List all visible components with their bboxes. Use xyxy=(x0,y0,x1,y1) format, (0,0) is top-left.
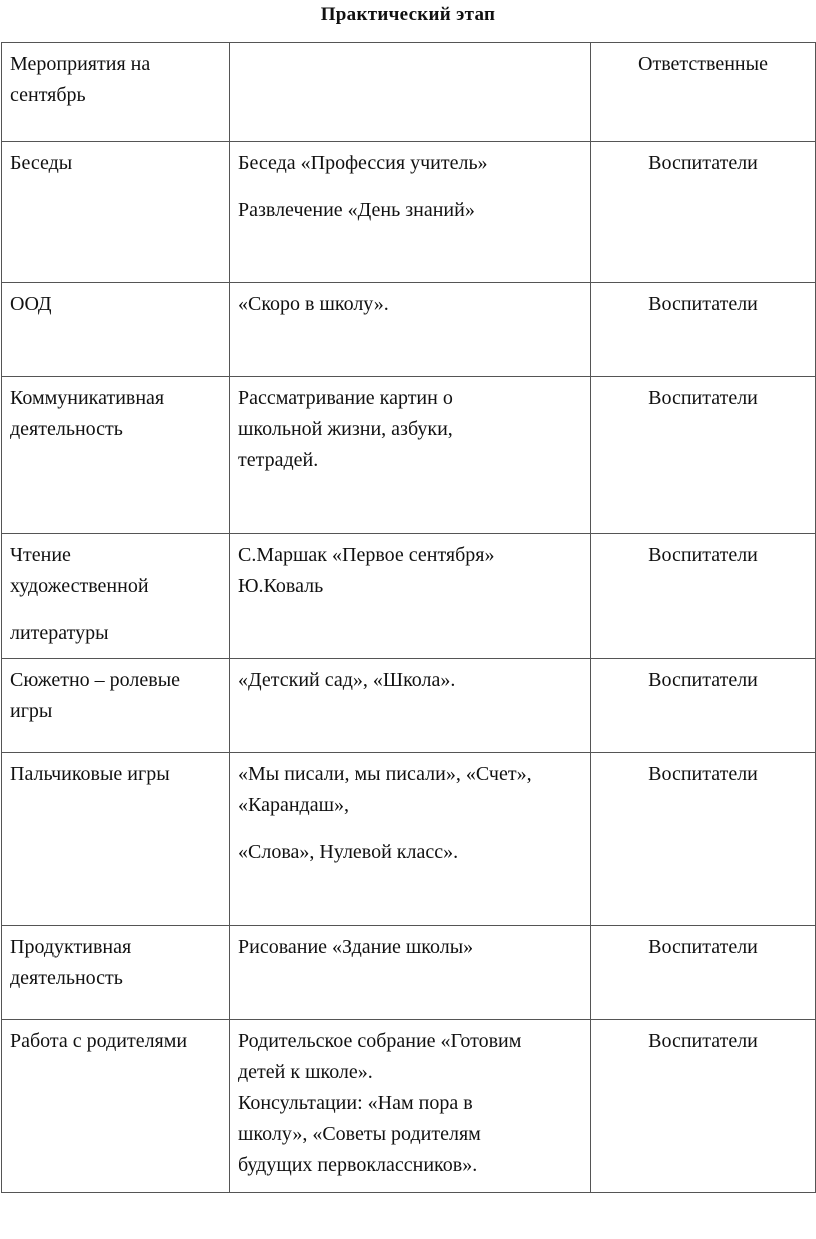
responsible-label: Воспитатели xyxy=(648,1030,758,1052)
category-label: Сюжетно – ролевые xyxy=(10,669,181,691)
category-label: Беседы xyxy=(10,152,73,174)
category-cell xyxy=(2,534,230,659)
table-row xyxy=(2,1020,816,1193)
activity-line: Консультации: «Нам пора в xyxy=(238,1092,473,1114)
activity-line: Рисование «Здание школы» xyxy=(238,936,474,958)
category-label: литературы xyxy=(10,622,109,644)
category-label: игры xyxy=(10,700,53,722)
header-responsible-label: Ответственные xyxy=(638,53,768,75)
activity-line: школьной жизни, азбуки, xyxy=(238,418,453,440)
responsible-label: Воспитатели xyxy=(648,763,758,785)
responsible-cell xyxy=(591,753,816,926)
activity-line: Ю.Коваль xyxy=(238,575,324,597)
responsible-label: Воспитатели xyxy=(648,669,758,691)
header-cell-responsible xyxy=(591,43,816,142)
activity-line: детей к школе». xyxy=(238,1061,373,1083)
activity-cell xyxy=(230,1020,591,1193)
header-cell-empty xyxy=(230,43,591,142)
activity-line: С.Маршак «Первое сентября» xyxy=(238,544,495,566)
category-cell xyxy=(2,377,230,534)
responsible-label: Воспитатели xyxy=(648,936,758,958)
activity-cell xyxy=(230,753,591,926)
header-events-line: сентябрь xyxy=(10,84,86,106)
category-label: художественной xyxy=(10,575,149,597)
header-cell-events xyxy=(2,43,230,142)
table-row xyxy=(2,534,816,659)
table-row xyxy=(2,142,816,283)
activities-table xyxy=(1,42,816,1193)
responsible-cell xyxy=(591,659,816,753)
category-cell xyxy=(2,753,230,926)
category-cell xyxy=(2,142,230,283)
activity-line: школу», «Советы родителям xyxy=(238,1123,481,1145)
activity-line: «Слова», Нулевой класс». xyxy=(238,841,459,863)
table-row xyxy=(2,283,816,377)
responsible-cell xyxy=(591,926,816,1020)
responsible-cell xyxy=(591,534,816,659)
table-header-row xyxy=(2,43,816,142)
activity-line: Развлечение «День знаний» xyxy=(238,199,475,221)
category-cell xyxy=(2,926,230,1020)
responsible-label: Воспитатели xyxy=(648,152,758,174)
activity-cell xyxy=(230,926,591,1020)
activity-line: «Скоро в школу». xyxy=(238,293,389,315)
activity-line: «Мы писали, мы писали», «Счет», xyxy=(238,763,532,785)
activity-line: «Карандаш», xyxy=(238,794,349,816)
responsible-label: Воспитатели xyxy=(648,293,758,315)
table-row xyxy=(2,753,816,926)
category-label: Пальчиковые игры xyxy=(10,763,170,785)
category-cell xyxy=(2,1020,230,1193)
activity-line: Рассматривание картин о xyxy=(238,387,453,409)
responsible-label: Воспитатели xyxy=(648,387,758,409)
activity-cell xyxy=(230,534,591,659)
responsible-cell xyxy=(591,1020,816,1193)
header-events-line: Мероприятия на xyxy=(10,53,151,75)
responsible-cell xyxy=(591,283,816,377)
category-label: Работа с родителями xyxy=(10,1030,188,1052)
table-row xyxy=(2,926,816,1020)
page-title: Практический этап xyxy=(320,4,496,25)
activity-cell xyxy=(230,377,591,534)
category-label: Продуктивная xyxy=(10,936,132,958)
activity-line: будущих первоклассников». xyxy=(238,1154,478,1176)
activity-cell xyxy=(230,659,591,753)
activity-line: «Детский сад», «Школа». xyxy=(238,669,456,691)
responsible-cell xyxy=(591,142,816,283)
responsible-label: Воспитатели xyxy=(648,544,758,566)
activity-cell xyxy=(230,283,591,377)
responsible-cell xyxy=(591,377,816,534)
table-row xyxy=(2,659,816,753)
activity-line: Беседа «Профессия учитель» xyxy=(238,152,488,174)
category-cell xyxy=(2,659,230,753)
category-label: деятельность xyxy=(10,967,123,989)
activity-line: Родительское собрание «Готовим xyxy=(238,1030,522,1052)
category-label: Коммуникативная xyxy=(10,387,165,409)
activity-cell xyxy=(230,142,591,283)
category-label: Чтение xyxy=(10,544,71,566)
table-row xyxy=(2,377,816,534)
category-cell xyxy=(2,283,230,377)
category-label: деятельность xyxy=(10,418,123,440)
category-label: ООД xyxy=(10,293,52,315)
activity-line: тетрадей. xyxy=(238,449,319,471)
